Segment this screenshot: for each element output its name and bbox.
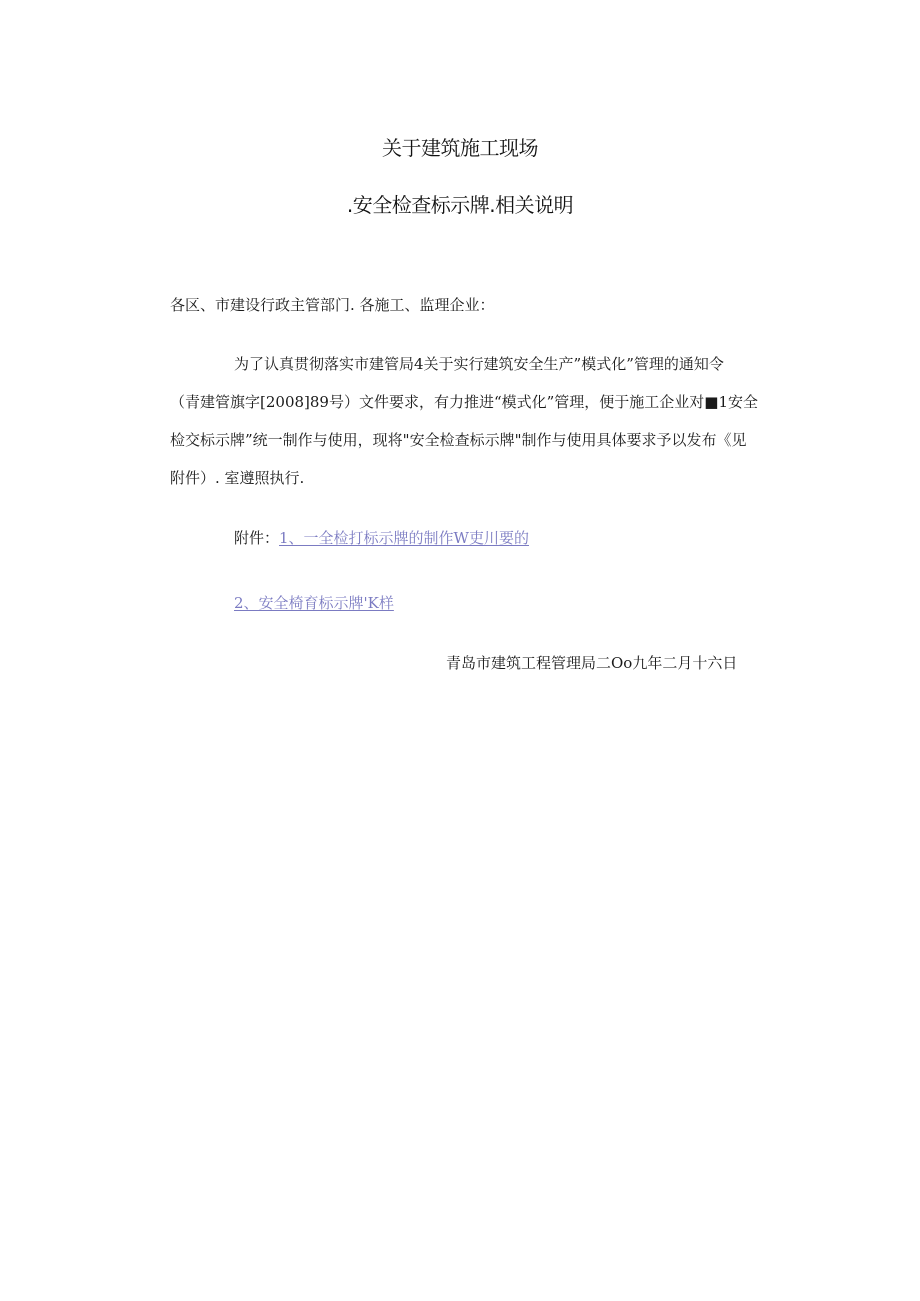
attachment-link-1[interactable]: 1、一全检打标示牌的制作W吏川要的 — [279, 529, 529, 547]
attachment-link-2[interactable]: 2、安全椅育标示牌'K样 — [234, 594, 394, 612]
body-line-3: 检交标示牌”统一制作与使用，现将"安全检查标示牌"制作与使用具体要求予以发布《见 — [170, 431, 747, 449]
attachment-row-1 — [234, 528, 529, 548]
salutation: 各区、市建设行政主管部门. 各施工、监理企业： — [170, 296, 495, 314]
document-title-line-1: 关于建筑施工现场 — [382, 136, 538, 160]
document-title-line-2: .安全检查标示牌.相关说明 — [346, 193, 574, 217]
attachment-label: 附件： — [234, 529, 280, 547]
signature: 青岛市建筑工程管理局二Oo九年二月十六日 — [446, 654, 738, 672]
body-line-2: （青建管旗字[2008]89号）文件要求，有力推进“模式化”管理，便于施工企业对■1安全 — [170, 393, 759, 411]
body-line-1: 为了认真贯彻落实市建管局4关于实行建筑安全生产”模式化”管理的通知令 — [234, 355, 724, 373]
body-line-4: 附件）. 室遵照执行. — [170, 469, 305, 487]
